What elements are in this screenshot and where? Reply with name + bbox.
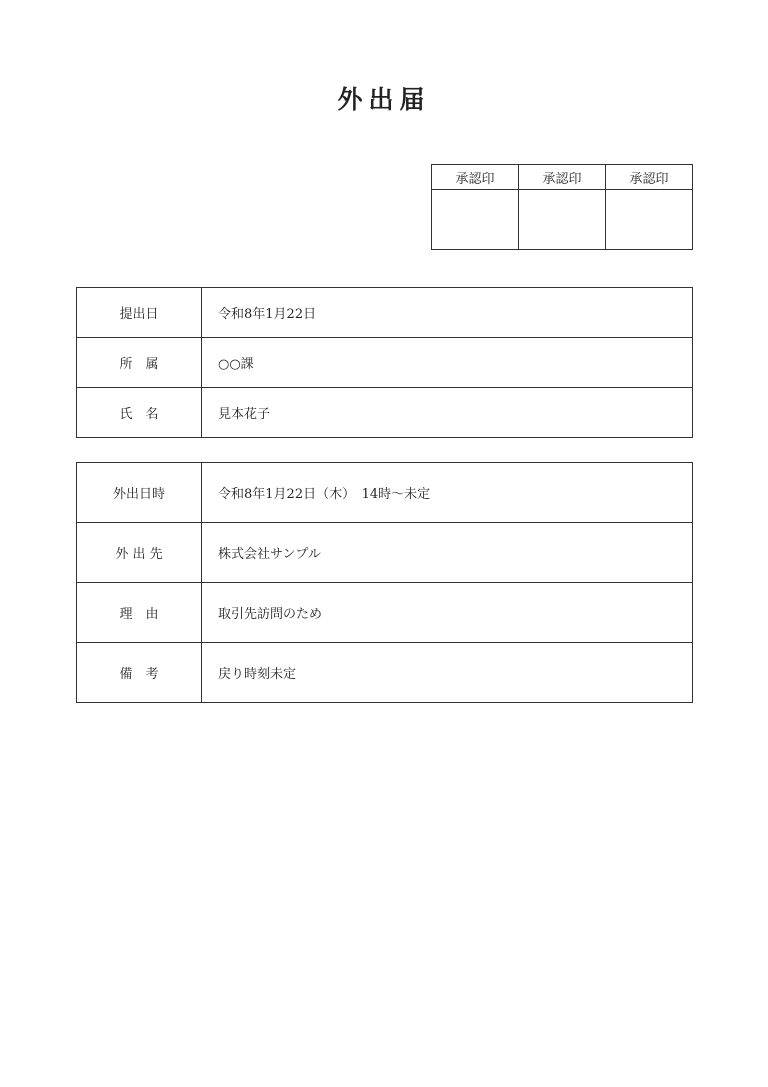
remarks-value[interactable]: 戻り時刻未定 [202,643,693,703]
table-row [77,338,693,388]
submit-date-value[interactable]: 令和8年1月22日 [202,288,693,338]
approval-stamp-cell[interactable] [432,190,519,250]
approval-header: 承認印 [606,165,693,190]
reason-label: 理 由 [77,583,202,643]
approval-stamp-cell[interactable] [519,190,606,250]
department-label: 所 属 [77,338,202,388]
name-value[interactable]: 見本花子 [202,388,693,438]
table-row [77,643,693,703]
approval-header: 承認印 [519,165,606,190]
submit-date-label: 提出日 [77,288,202,338]
table-row [77,288,693,338]
name-label: 氏 名 [77,388,202,438]
page-title: 外出届 [337,85,431,114]
remarks-label: 備 考 [77,643,202,703]
applicant-table [76,287,693,438]
table-row [77,523,693,583]
approval-stamp-table [431,164,693,250]
outing-table [76,462,693,703]
outing-datetime-value[interactable]: 令和8年1月22日（木） 14時～未定 [202,463,693,523]
outing-datetime-label: 外出日時 [77,463,202,523]
reason-value[interactable]: 取引先訪問のため [202,583,693,643]
destination-label: 外 出 先 [77,523,202,583]
destination-value[interactable]: 株式会社サンプル [202,523,693,583]
approval-header: 承認印 [432,165,519,190]
table-row [77,388,693,438]
table-row [77,583,693,643]
department-value[interactable]: ○○課 [202,338,693,388]
table-row [77,463,693,523]
approval-stamp-cell[interactable] [606,190,693,250]
